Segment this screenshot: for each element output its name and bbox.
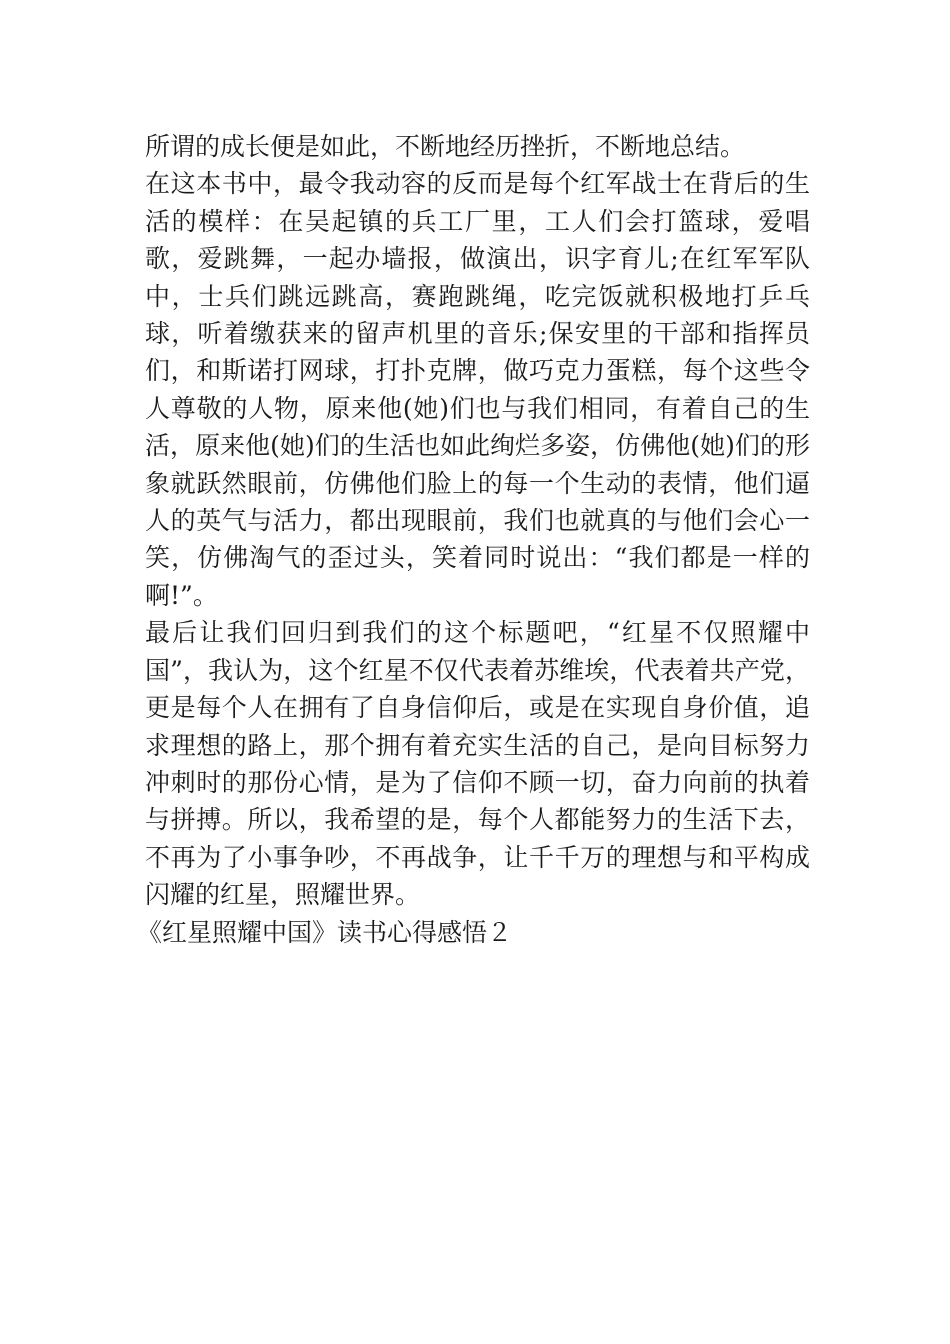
paragraph-red-army-life: 在这本书中，最令我动容的反而是每个红军战士在背后的生活的模样：在吴起镇的兵工厂里，工人们会打篮球，爱唱歌，爱跳舞，一起办墙报，做演出，识字育儿;在红军军队中，士兵们跳远跳高，赛跑跳绳，吃完饭就积极地打乒乓球，听着缴获来的留声机里的音乐;保安里的干部和指挥员们，和斯诺打网球，打扑克牌，做巧克力蛋糕，每个这些令人尊敬的人物，原来他(她)们也与我们相同，有着自己的生活，原来他(她)们的生活也如此绚烂多姿，仿佛他(她)们的形象就跃然眼前，仿佛他们脸上的每一个生动的表情，他们逼人的英气与活力，都出现眼前，我们也就真的与他们会心一笑，仿佛淘气的歪过头，笑着同时说出：“我们都是一样的啊!”。 xyxy=(145,169,810,610)
paragraph-red-star-conclusion: 最后让我们回归到我们的这个标题吧，“红星不仅照耀中国”，我认为，这个红星不仅代表着苏维埃，代表着共产党，更是每个人在拥有了自身信仰后，或是在实现自身价值，追求理想的路上，那个拥有着充实生活的自己，是向目标努力冲刺时的那份心情，是为了信仰不顾一切，奋力向前的执着与拼搏。所以，我希望的是，每个人都能努力的生活下去，不再为了小事争吵，不再战争，让千千万的理想与和平构成闪耀的红星，照耀世界。 xyxy=(145,618,810,910)
paragraph-growth: 所谓的成长便是如此，不断地经历挫折，不断地总结。 xyxy=(145,132,746,161)
document-body xyxy=(137,128,810,951)
section-heading: 《红星照耀中国》读书心得感悟２ xyxy=(137,917,513,947)
